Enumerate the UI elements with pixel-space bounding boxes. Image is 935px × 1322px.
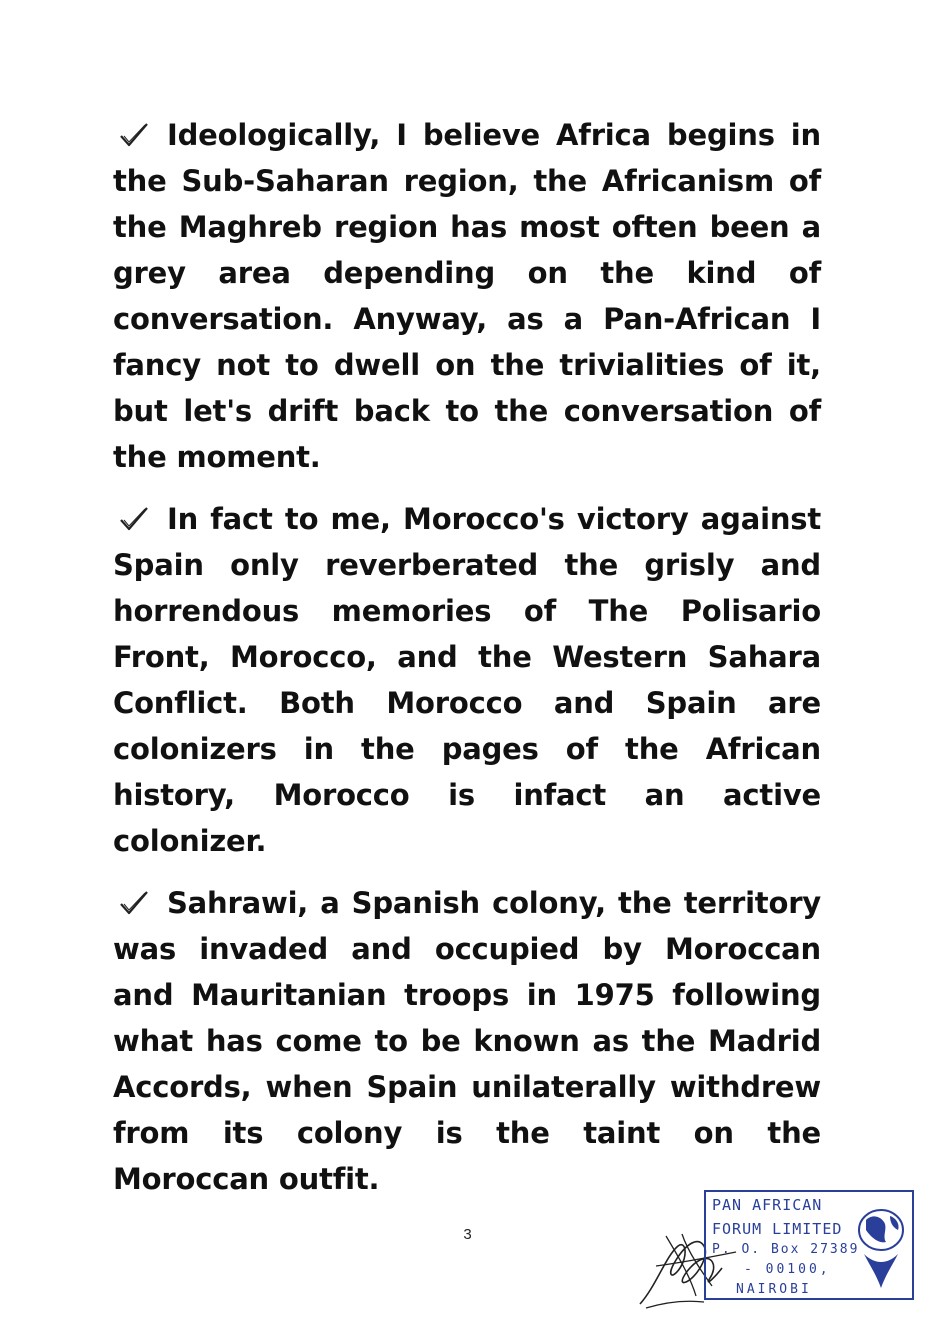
stamp-line-4: - 00100, bbox=[744, 1262, 831, 1277]
stamp-line-5: NAIROBI bbox=[736, 1282, 812, 1297]
paragraph-2-text: In fact to me, Morocco's victory against Spain only reverberated the grisly and horrendous memories of The Polisario Front, Morocco, and the Western Sahara Conflict. Both Morocco and Spain are colonizers in the pages of the African history, Morocco is infact an active colonizer. bbox=[113, 502, 821, 858]
paragraph-1 bbox=[113, 112, 821, 480]
organization-stamp bbox=[704, 1190, 914, 1300]
stamp-line-1: PAN AFRICAN bbox=[712, 1196, 823, 1214]
page-number: 3 bbox=[463, 1226, 472, 1243]
stamp-line-2: FORUM LIMITED bbox=[712, 1220, 843, 1238]
stamp-and-signature bbox=[626, 1186, 922, 1312]
paragraph-1-text: Ideologically, I believe Africa begins in the Sub-Saharan region, the Africanism of the Maghreb region has most often been a grey area depending on the kind of conversation. Anyway, as a Pan-African I fancy not to dwell on the trivialities of it, but let's drift back to the conversation of the moment. bbox=[113, 118, 821, 474]
paragraph-3-text: Sahrawi, a Spanish colony, the territory was invaded and occupied by Moroccan and Mauritanian troops in 1975 following what has come to be known as the Madrid Accords, when Spain unilaterally withdrew from its colony is the taint on the Moroccan outfit. bbox=[113, 886, 821, 1196]
document-body bbox=[113, 112, 821, 1218]
checkmark-icon bbox=[119, 122, 149, 148]
paragraph-3 bbox=[113, 880, 821, 1202]
globe-icon bbox=[854, 1206, 908, 1292]
checkmark-icon bbox=[119, 890, 149, 916]
stamp-line-3: P. O. Box 27389 bbox=[712, 1242, 860, 1257]
paragraph-2 bbox=[113, 496, 821, 864]
checkmark-icon bbox=[119, 506, 149, 532]
